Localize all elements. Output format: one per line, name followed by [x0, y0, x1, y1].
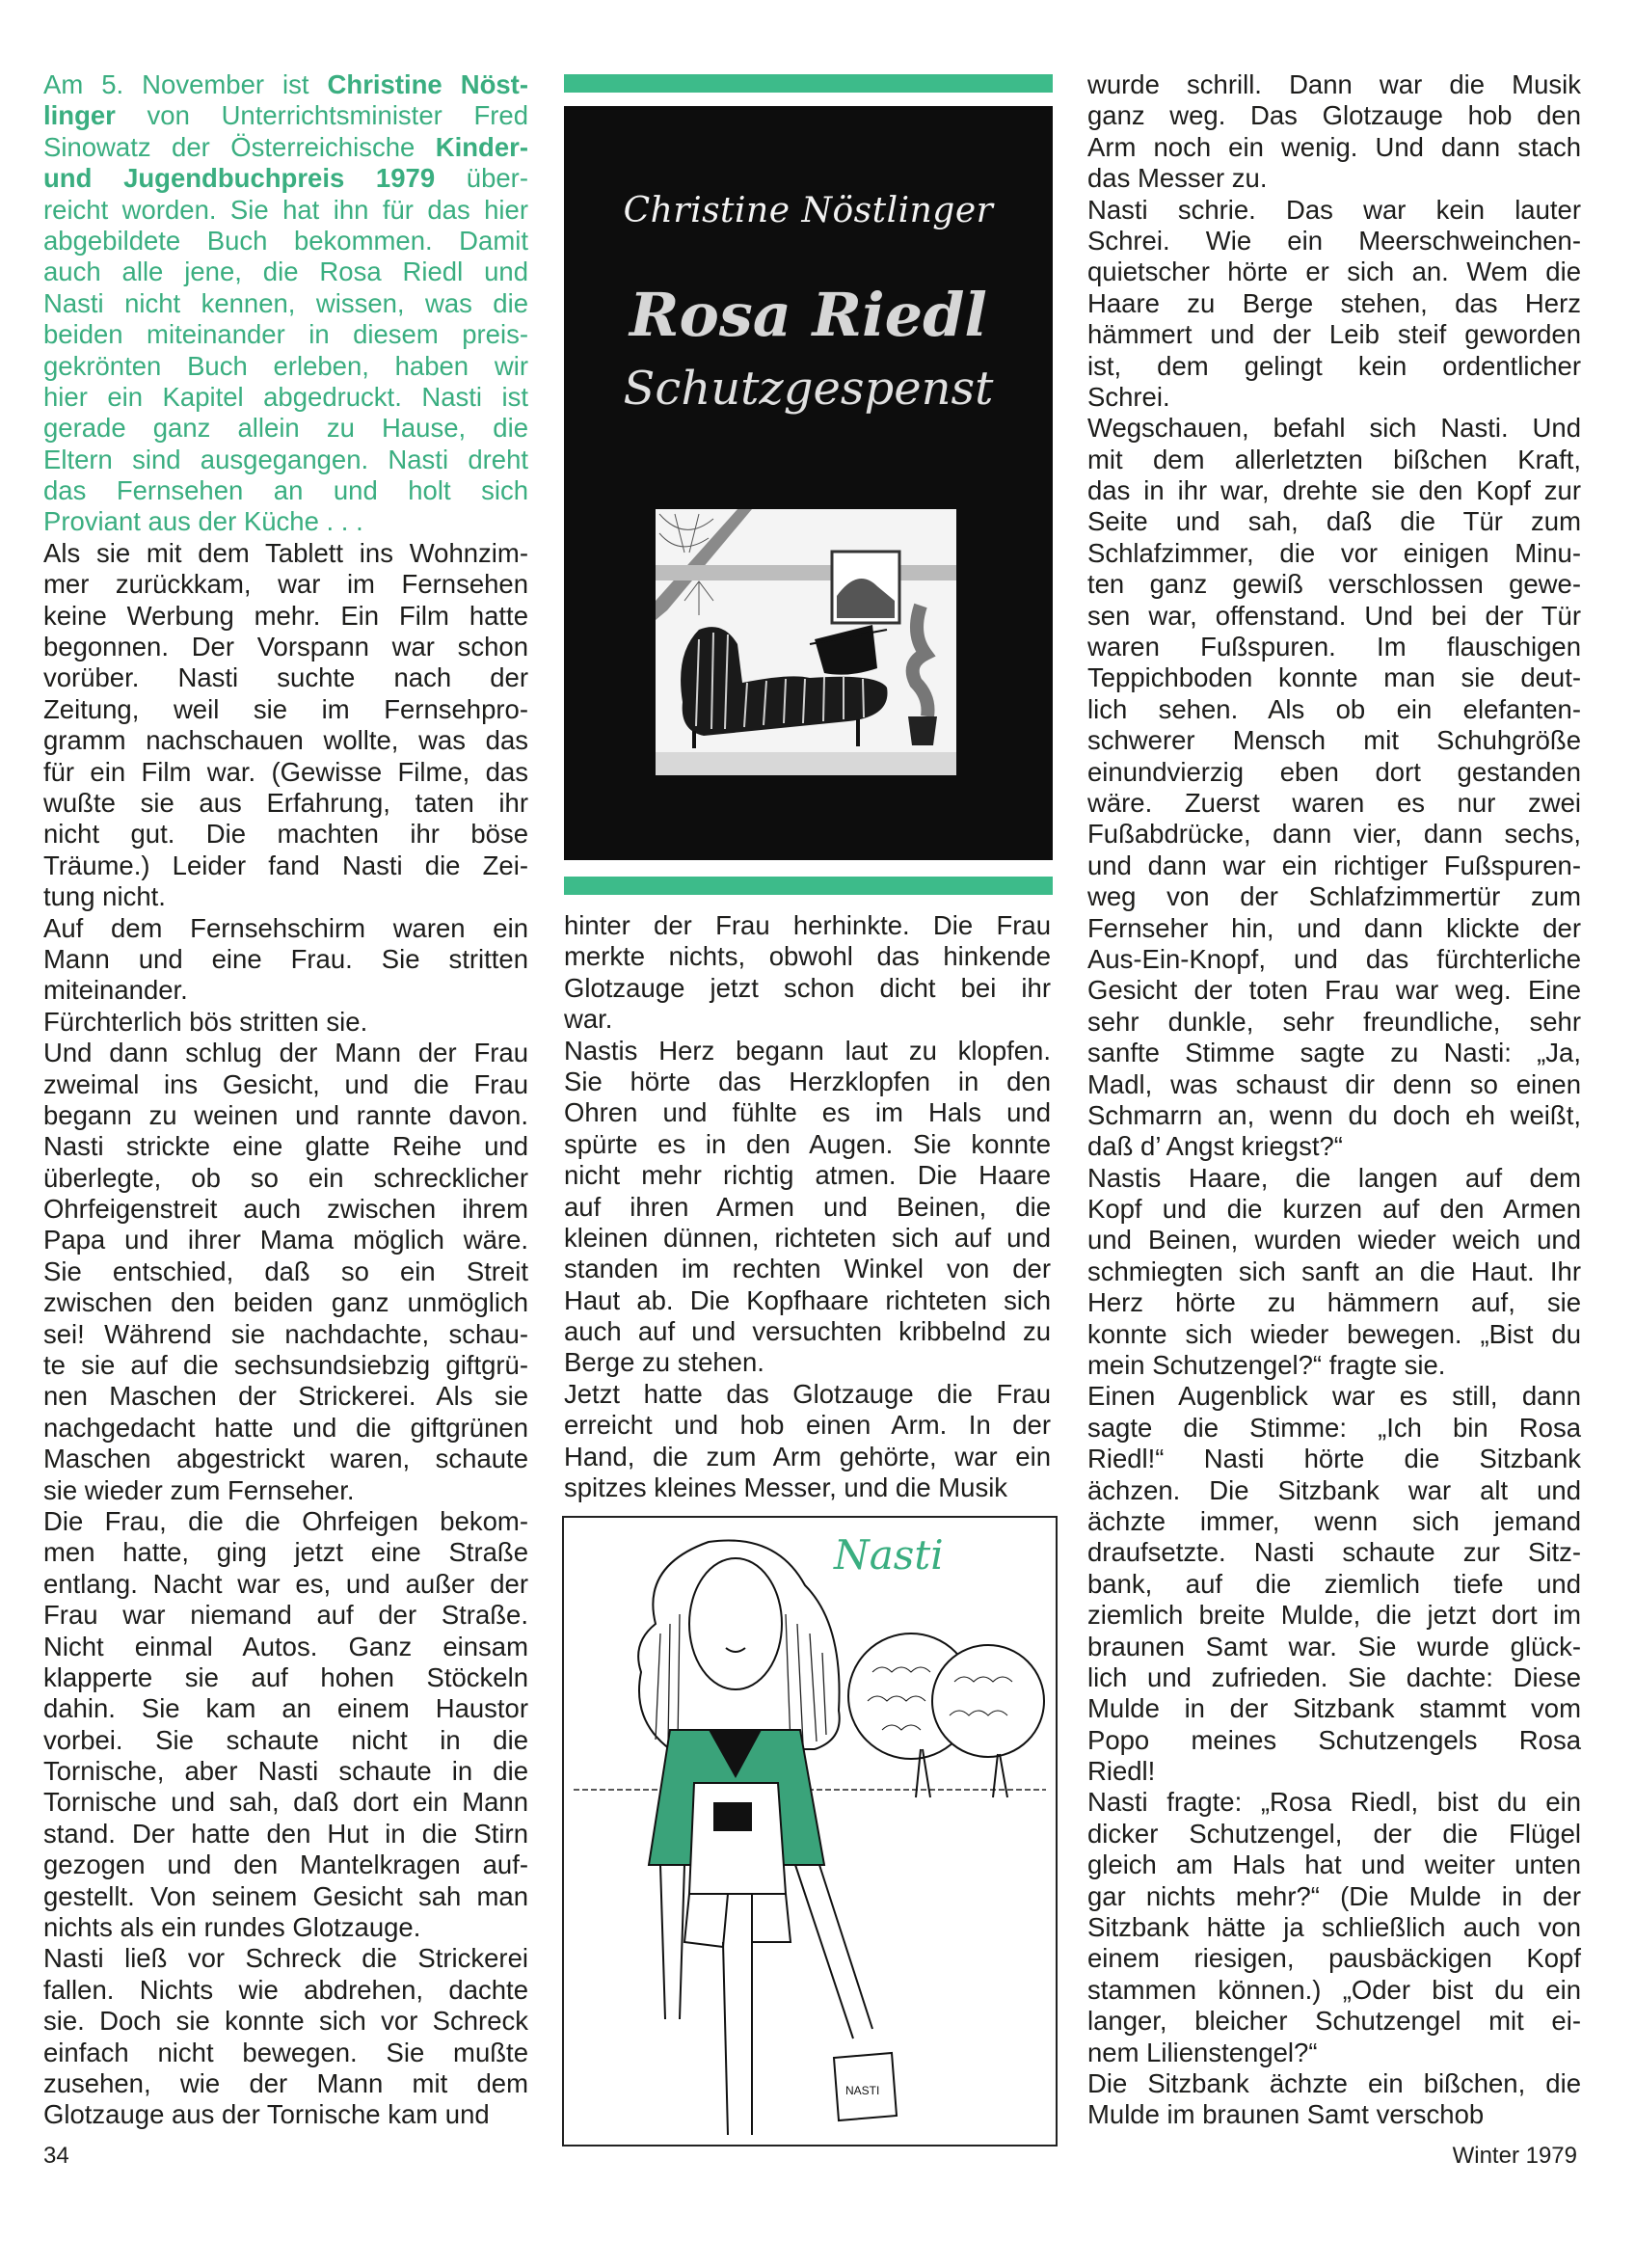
text-line: Jetzt hatte das Glotzauge die Frau	[564, 1378, 1051, 1409]
text-line: hinter der Frau herhinkte. Die Frau	[564, 910, 1051, 940]
text-line: Haut ab. Die Kopfhaare richteten sich	[564, 1284, 1051, 1315]
text-line: Als sie mit dem Tablett ins Wohnzim-	[43, 537, 528, 568]
text-line: gezogen und den Mantelkragen auf-	[43, 1850, 528, 1880]
intro-text: reicht worden. Sie hat ihn für das hier	[43, 194, 528, 225]
story-text-left	[43, 538, 528, 2131]
text-line: nicht gut. Die machten ihr böse	[43, 819, 528, 850]
text-line: Hand, die zum Arm gehörte, war ein	[564, 1441, 1051, 1472]
text-line: Madl, was schaust dir denn so einen	[1087, 1068, 1581, 1099]
intro-text: auch alle jene, die Rosa Riedl und	[43, 256, 528, 287]
text-line: entlang. Nacht war es, und außer der	[43, 1568, 528, 1599]
intro-text: Am 5. November ist	[43, 69, 328, 99]
text-line: sen war, offenstand. Und bei der Tür	[1087, 600, 1581, 631]
text-line: ächzte immer, wenn sich jemand	[1087, 1505, 1581, 1536]
text-line: gleich am Hals hat und weiter unten	[1087, 1850, 1581, 1880]
text-line: hämmert und der Leib steif geworden	[1087, 319, 1581, 350]
text-line: Maschen abgestrickt waren, schaute	[43, 1444, 528, 1474]
intro-text: Sinowatz der Österreichische	[43, 131, 436, 162]
accent-bar-top	[564, 74, 1053, 93]
text-line: sie wieder zum Fernseher.	[43, 1474, 355, 1505]
cover-subtitle: Schutzgespenst	[623, 362, 994, 416]
text-line: schwerer Mensch mit Schuhgröße	[1087, 725, 1581, 756]
text-line: Glotzauge jetzt schon dicht bei ihr	[564, 972, 1051, 1003]
story-paragraph	[1087, 1163, 1581, 1382]
text-line: sanfte Stimme sagte zu Nasti: „Ja,	[1087, 1038, 1581, 1068]
text-line: Wegschauen, befahl sich Nasti. Und	[1087, 413, 1581, 444]
intro-line	[43, 132, 528, 163]
intro-paragraph	[43, 69, 528, 538]
text-line: auf ihren Armen und Beinen, die	[564, 1191, 1051, 1222]
text-line: spürte es in den Augen. Sie konnte	[564, 1128, 1051, 1159]
story-paragraph	[1087, 413, 1581, 1162]
text-line: wäre. Zuerst waren es nur zwei	[1087, 787, 1581, 818]
intro-line	[43, 256, 528, 287]
text-line: standen im rechten Winkel von der	[564, 1254, 1051, 1284]
text-line: Einen Augenblick war es still, dann	[1087, 1381, 1581, 1412]
issue-label: Winter 1979	[1452, 2143, 1577, 2169]
text-line: Seite und sah, daß die Tür zum	[1087, 506, 1581, 537]
text-line: ten ganz gewiß verschlossen gewe-	[1087, 569, 1581, 600]
text-line: zusehen, wie der Mann mit dem	[43, 2068, 528, 2098]
text-line: Fürchterlich bös stritten sie.	[43, 1006, 368, 1037]
text-line: Fußabdrücke, dann vier, dann sechs,	[1087, 819, 1581, 850]
intro-text: das Fernsehen an und holt sich	[43, 475, 528, 506]
intro-line	[43, 195, 528, 226]
text-line: Tornische und sah, daß dort ein Mann	[43, 1787, 528, 1818]
intro-line	[43, 506, 528, 537]
intro-line	[43, 445, 528, 475]
story-paragraph	[43, 913, 528, 1007]
text-line: Nasti fragte: „Rosa Riedl, bist du ein	[1087, 1787, 1581, 1818]
intro-text: Proviant aus der Küche . . .	[43, 506, 363, 537]
text-line: Haare zu Berge stehen, das Herz	[1087, 287, 1581, 318]
text-line: sagte die Stimme: „Ich bin Rosa	[1087, 1412, 1581, 1443]
text-line: te sie auf die sechsundsiebzig giftgrü-	[43, 1350, 528, 1381]
text-line: lich und zufrieden. Sie dachte: Diese	[1087, 1661, 1581, 1692]
text-line: bank, auf die ziemlich tiefe und	[1087, 1568, 1581, 1599]
intro-text: gekrönten Buch erleben, haben wir	[43, 350, 528, 381]
text-line: einundvierzig eben dort gestanden	[1087, 756, 1581, 787]
story-text-right	[1087, 69, 1581, 2131]
text-line: das Messer zu.	[1087, 163, 1268, 194]
text-line: Mulde in der Sitzbank stammt vom	[1087, 1693, 1581, 1724]
text-line: Die Frau, die die Ohrfeigen bekom-	[43, 1505, 528, 1536]
text-line: klapperte sie auf hohen Stöckeln	[43, 1661, 528, 1692]
intro-text: gerade ganz allein zu Hause, die	[43, 413, 528, 444]
text-line: Schlafzimmer, die vor einigen Minu-	[1087, 537, 1581, 568]
text-line: war.	[564, 1004, 613, 1035]
text-line: Sie entschied, daß so ein Streit	[43, 1256, 528, 1286]
text-line: Nasti strickte eine glatte Reihe und	[43, 1131, 528, 1162]
text-line: Nasti ließ vor Schreck die Strickerei	[43, 1943, 528, 1974]
text-line: Nicht einmal Autos. Ganz einsam	[43, 1631, 528, 1661]
cover-author: Christine Nöstlinger	[623, 191, 994, 230]
intro-line	[43, 413, 528, 444]
story-paragraph	[1087, 195, 1581, 414]
text-line: Träume.) Leider fand Nasti die Zei-	[43, 850, 528, 880]
text-line: wurde schrill. Dann war die Musik	[1087, 69, 1581, 99]
text-line: zweimal ins Gesicht, und die Frau	[43, 1068, 528, 1099]
text-line: gestellt. Von seinem Gesicht sah man	[43, 1880, 528, 1911]
text-line: nachgedacht hatte und die giftgrünen	[43, 1412, 528, 1443]
page-number: 34	[43, 2143, 69, 2169]
text-line: Schmarrn an, wenn du doch eh weißt,	[1087, 1099, 1581, 1130]
text-line: Nastis Herz begann laut zu klopfen.	[564, 1035, 1051, 1066]
text-line: mein Schutzengel?“ fragte sie.	[1087, 1350, 1446, 1381]
text-line: Kopf und die kurzen auf den Armen	[1087, 1194, 1581, 1225]
text-line: Tornische, aber Nasti schaute in die	[43, 1756, 528, 1787]
text-line: ganz weg. Das Glotzauge hob den	[1087, 100, 1581, 131]
intro-line	[43, 69, 528, 100]
text-line: Arm noch ein wenig. Und dann stach	[1087, 131, 1581, 162]
text-line: stammen können.) „Oder bist du ein	[1087, 1974, 1581, 2005]
text-line: tung nicht.	[43, 881, 166, 912]
story-paragraph	[43, 1943, 528, 2130]
text-line: Herz hörte zu hämmern auf, sie	[1087, 1287, 1581, 1318]
story-paragraph	[1087, 1787, 1581, 2068]
text-line: nem Lilienstengel?“	[1087, 2037, 1318, 2067]
text-line: Papa und ihrer Mama möglich wäre.	[43, 1225, 528, 1256]
text-line: Riedl!“ Nasti hörte die Sitzbank	[1087, 1444, 1581, 1474]
text-line: vorbei. Sie schaute nicht in die	[43, 1724, 528, 1755]
svg-text:NASTI: NASTI	[845, 2084, 880, 2097]
text-line: Sie hörte das Herzklopfen in den	[564, 1066, 1051, 1096]
story-text-middle	[564, 910, 1051, 1503]
accent-bar-bottom	[564, 877, 1053, 895]
text-line: Schrei.	[1087, 381, 1170, 412]
girl-illustration-icon	[564, 1518, 1056, 2145]
text-line: ziemlich breite Mulde, die jetzt dort im	[1087, 1600, 1581, 1631]
intro-line	[43, 226, 528, 256]
text-line: braunen Samt war. Sie wurde glück-	[1087, 1631, 1581, 1661]
text-line: überlegte, ob so ein schrecklicher	[43, 1162, 528, 1193]
text-line: ächzen. Die Sitzbank war alt und	[1087, 1474, 1581, 1505]
text-line: nicht mehr richtig atmen. Die Haare	[564, 1160, 1051, 1191]
text-line: Auf dem Fernsehschirm waren ein	[43, 912, 528, 943]
intro-bold-text: Kinder-	[435, 131, 528, 162]
intro-line	[43, 319, 528, 350]
text-line: und Beinen, wurden wieder weich und	[1087, 1225, 1581, 1256]
sofa-illustration-icon	[656, 509, 956, 775]
text-line: wußte sie aus Erfahrung, taten ihr	[43, 787, 528, 818]
book-cover-image	[564, 106, 1053, 860]
story-paragraph	[564, 1379, 1051, 1504]
text-line: Schrei. Wie ein Meerschweinchen-	[1087, 225, 1581, 256]
text-line: für ein Film war. (Gewisse Filme, das	[43, 756, 528, 787]
text-line: begonnen. Der Vorspann war schon	[43, 632, 528, 662]
text-line: lich sehen. Als ob ein elefanten-	[1087, 693, 1581, 724]
text-line: gar nichts mehr?“ (Die Mulde in der	[1087, 1880, 1581, 1911]
text-line: quietscher hörte er sich an. Wem die	[1087, 256, 1581, 287]
story-paragraph	[43, 538, 528, 913]
text-line: Ohren und fühlte es im Hals und	[564, 1097, 1051, 1128]
text-line: Popo meines Schutzengels Rosa	[1087, 1724, 1581, 1755]
text-line: Glotzauge aus der Tornische kam und	[43, 2099, 490, 2130]
text-line: Mulde im braunen Samt verschob	[1087, 2099, 1485, 2130]
story-paragraph	[43, 1506, 528, 1943]
text-line: nichts als ein rundes Glotzauge.	[43, 1912, 421, 1943]
text-line: gramm nachschauen wollte, was das	[43, 725, 528, 756]
text-line: Teppichboden konnte man sie deut-	[1087, 662, 1581, 693]
text-line: einfach nicht bewegen. Sie mußte	[43, 2037, 528, 2067]
intro-bold-text: und Jugendbuchpreis 1979	[43, 163, 436, 194]
text-line: weg von der Schlafzimmertür zum	[1087, 881, 1581, 912]
text-line: sei! Während sie nachdachte, schau-	[43, 1318, 528, 1349]
text-line: vorüber. Nasti suchte nach der	[43, 662, 528, 693]
text-line: Gesicht der toten Frau war weg. Eine	[1087, 975, 1581, 1006]
story-paragraph	[1087, 69, 1581, 195]
intro-line	[43, 288, 528, 319]
text-line: nen Maschen der Strickerei. Als sie	[43, 1381, 528, 1412]
text-line: merkte nichts, obwohl das hinkende	[564, 941, 1051, 972]
text-line: Riedl!	[1087, 1756, 1156, 1787]
text-line: Die Sitzbank ächzte ein bißchen, die	[1087, 2068, 1581, 2098]
text-line: Berge zu stehen.	[564, 1347, 764, 1378]
intro-bold-text: linger	[43, 100, 116, 131]
text-line: mer zurückkam, war im Fernsehen	[43, 569, 528, 600]
intro-text: Nasti nicht kennen, wissen, was die	[43, 287, 528, 318]
text-line: das in ihr war, drehte sie den Kopf zur	[1087, 475, 1581, 506]
text-line: mit dem allerletzten bißchen Kraft,	[1087, 444, 1581, 474]
text-line: begann zu weinen und rannte davon.	[43, 1099, 528, 1130]
text-line: Zeitung, weil sie im Fernsehpro-	[43, 693, 528, 724]
text-line: waren Fußspuren. Im flauschigen	[1087, 632, 1581, 662]
text-line: Sitzbank hätte ja schließlich auch von	[1087, 1912, 1581, 1943]
intro-text: Eltern sind ausgegangen. Nasti dreht	[43, 444, 528, 474]
story-paragraph	[43, 1038, 528, 1506]
story-paragraph	[43, 1007, 528, 1038]
intro-text: hier ein Kapitel abgedruckt. Nasti ist	[43, 381, 528, 412]
text-line: Nastis Haare, die langen auf dem	[1087, 1162, 1581, 1193]
nasti-caption: Nasti	[834, 1531, 944, 1579]
text-line: Nasti schrie. Das war kein lauter	[1087, 194, 1581, 225]
cover-illustration	[656, 509, 956, 775]
text-line: sehr dunkle, sehr freundliche, sehr	[1087, 1006, 1581, 1037]
text-line: langer, bleicher Schutzengel mit ei-	[1087, 2006, 1581, 2037]
intro-text: abgebildete Buch bekommen. Damit	[43, 225, 528, 256]
text-line: Und dann schlug der Mann der Frau	[43, 1038, 528, 1068]
column-left	[43, 69, 528, 2131]
text-line: spitzes kleines Messer, und die Musik	[564, 1472, 1008, 1503]
intro-line	[43, 382, 528, 413]
text-line: keine Werbung mehr. Ein Film hatte	[43, 600, 528, 631]
text-line: dahin. Sie kam an einem Haustor	[43, 1693, 528, 1724]
text-line: dicker Schutzengel, der die Flügel	[1087, 1818, 1581, 1849]
text-line: Aus-Ein-Knopf, und das fürchterliche	[1087, 943, 1581, 974]
text-line: konnte sich wieder bewegen. „Bist du	[1087, 1318, 1581, 1349]
text-line: Frau war niemand auf der Straße.	[43, 1600, 528, 1631]
nasti-illustration	[562, 1516, 1058, 2146]
text-line: und dann war ein richtiger Fußspuren-	[1087, 850, 1581, 880]
text-line: zwischen den beiden ganz unmöglich	[43, 1287, 528, 1318]
text-line: ist, dem gelingt kein ordentlicher	[1087, 350, 1581, 381]
text-line: kleinen dünnen, richteten sich auf und	[564, 1222, 1051, 1253]
text-line: draufsetzte. Nasti schaute zur Sitz-	[1087, 1537, 1581, 1568]
text-line: erreicht und hob einen Arm. In der	[564, 1410, 1051, 1441]
intro-text: von Unterrichtsminister Fred	[115, 100, 528, 131]
intro-line	[43, 351, 528, 382]
text-line: stand. Der hatte den Hut in die Stirn	[43, 1818, 528, 1849]
text-line: Ohrfeigenstreit auch zwischen ihrem	[43, 1194, 528, 1225]
story-paragraph	[1087, 2068, 1581, 2131]
text-line: fallen. Nichts wie abdrehen, dachte	[43, 1974, 528, 2005]
cover-title: Rosa Riedl	[630, 280, 987, 350]
intro-line	[43, 100, 528, 131]
text-line: sie. Doch sie konnte sich vor Schreck	[43, 2006, 528, 2037]
text-line: einem riesigen, pausbäckigen Kopf	[1087, 1943, 1581, 1974]
story-paragraph	[564, 1036, 1051, 1379]
text-line: schmiegten sich sanft an die Haut. Ihr	[1087, 1256, 1581, 1286]
story-paragraph	[564, 910, 1051, 1036]
text-line: daß d’ Angst kriegst?“	[1087, 1131, 1343, 1162]
intro-text: beiden miteinander in diesem preis-	[43, 319, 528, 350]
intro-line	[43, 475, 528, 506]
text-line: Fernseher hin, und dann klickte der	[1087, 912, 1581, 943]
intro-line	[43, 163, 528, 194]
text-line: men hatte, ging jetzt eine Straße	[43, 1537, 528, 1568]
text-line: Mann und eine Frau. Sie stritten	[43, 943, 528, 974]
text-line: miteinander.	[43, 975, 188, 1006]
intro-bold-text: Christine Nöst-	[327, 69, 528, 99]
story-paragraph	[1087, 1381, 1581, 1787]
intro-text: über-	[435, 163, 528, 194]
text-line: auch auf und versuchten kribbelnd zu	[564, 1316, 1051, 1347]
